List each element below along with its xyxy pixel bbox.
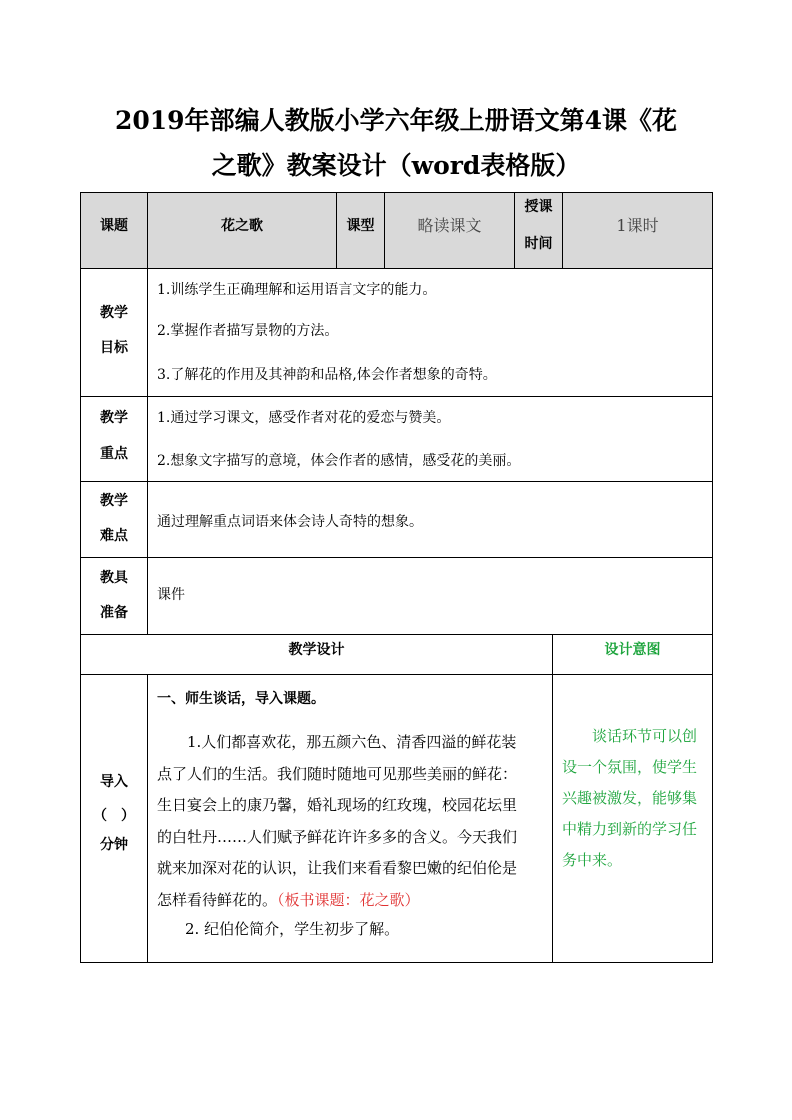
document-title-line-1: 2019年部编人教版小学六年级上册语文第4课《花 xyxy=(115,106,677,135)
difficulties-label-2: 难点 xyxy=(100,528,128,544)
time-label-2: 时间 xyxy=(524,236,553,252)
type-label: 课型 xyxy=(346,217,375,234)
intent-line: 设一个氛围，使学生 xyxy=(562,758,698,776)
intent-line: 兴趣被激发，能够集 xyxy=(562,789,698,807)
key-point-item: 2.想象文字描写的意境，体会作者的感情，感受花的美丽。 xyxy=(157,453,521,469)
tools-label-1: 教具 xyxy=(100,570,128,586)
board-note: （板书课题：花之歌） xyxy=(277,890,420,909)
intro-label-3: 分钟 xyxy=(100,837,128,853)
intent-line: 中精力到新的学习任 xyxy=(562,820,698,838)
goal-item: 3.了解花的作用及其神韵和品格,体会作者想象的奇特。 xyxy=(157,367,497,383)
goal-item: 2.掌握作者描写景物的方法。 xyxy=(157,323,339,339)
para-text: 怎样看待鲜花的。 xyxy=(157,890,278,909)
tools-label-2: 准备 xyxy=(100,605,128,621)
intro-label-1: 导入 xyxy=(100,774,128,790)
difficulties-label-1: 教学 xyxy=(100,493,128,509)
type-value: 略读课文 xyxy=(417,216,482,235)
design-header-left: 教学设计 xyxy=(288,642,345,658)
document-title-line-2: 之歌》教案设计（word表格版） xyxy=(211,151,581,180)
intro-heading: 一、师生谈话，导入课题。 xyxy=(157,691,325,707)
goal-item: 1.训练学生正确理解和运用语言文字的能力。 xyxy=(157,282,437,298)
goals-label-1: 教学 xyxy=(100,305,128,321)
design-intent xyxy=(562,721,706,876)
intro-label-2: （ ） xyxy=(93,808,135,824)
difficulties-text: 通过理解重点词语来体会诗人奇特的想象。 xyxy=(157,514,423,530)
lesson-label: 课题 xyxy=(100,217,128,234)
design-header-right: 设计意图 xyxy=(604,642,661,658)
para-line: 1.人们都喜欢花，那五颜六色、清香四溢的鲜花装 xyxy=(187,733,517,751)
para-line: 点了人们的生活。我们随时随地可见那些美丽的鲜花： xyxy=(157,764,518,783)
lesson-value: 花之歌 xyxy=(221,217,263,234)
goals-label-2: 目标 xyxy=(100,340,128,356)
intro-paragraph-2: 2. 纪伯伦简介，学生初步了解。 xyxy=(185,920,400,938)
time-value: 1课时 xyxy=(616,216,659,235)
key-points-label-1: 教学 xyxy=(100,410,128,426)
para-line-last xyxy=(157,885,545,917)
intro-paragraph-1 xyxy=(157,727,545,916)
para-line: 的白牡丹……人们赋予鲜花许许多多的含义。今天我们 xyxy=(157,827,518,846)
intent-line: 务中来。 xyxy=(562,851,623,869)
key-points-label-2: 重点 xyxy=(100,446,128,462)
key-point-item: 1.通过学习课文，感受作者对花的爱恋与赞美。 xyxy=(157,410,451,426)
time-label-1: 授课 xyxy=(524,199,553,215)
tools-text: 课件 xyxy=(157,587,185,603)
para-line: 生日宴会上的康乃馨，婚礼现场的红玫瑰，校园花坛里 xyxy=(157,796,518,814)
para-line: 就来加深对花的认识，让我们来看看黎巴嫩的纪伯伦是 xyxy=(157,859,518,877)
intent-line: 谈话环节可以创 xyxy=(592,727,698,745)
